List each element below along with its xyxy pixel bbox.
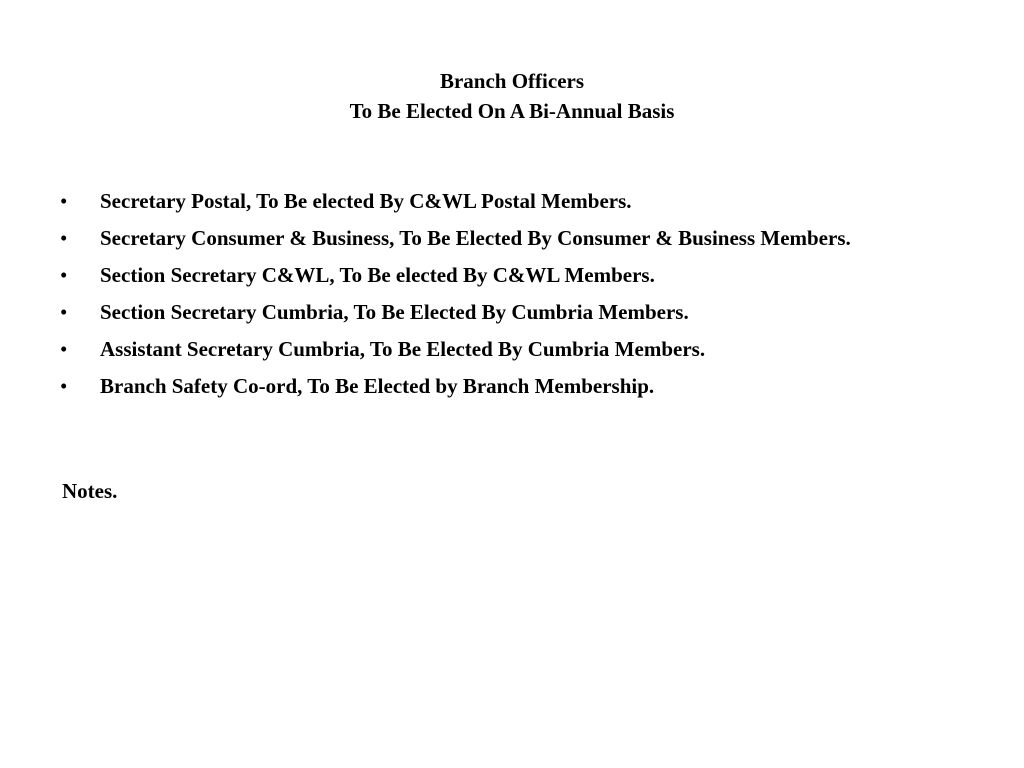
list-item-text: Section Secretary Cumbria, To Be Elected By Cumbria Members. [100, 300, 689, 324]
bullet-icon: • [60, 300, 68, 324]
list-item-text: Section Secretary C&WL, To Be elected By C&WL Members. [100, 263, 655, 287]
list-item [60, 223, 940, 253]
list-item-text: Branch Safety Co-ord, To Be Elected by Branch Membership. [100, 374, 655, 398]
list-item [60, 334, 940, 364]
bullet-icon: • [60, 374, 68, 398]
list-item [60, 297, 940, 327]
bullet-icon: • [60, 263, 68, 287]
list-item [60, 260, 940, 290]
bullet-icon: • [60, 189, 68, 213]
list-item [60, 186, 940, 216]
list-item [60, 371, 940, 401]
bullet-icon: • [60, 337, 68, 361]
list-item-text: Assistant Secretary Cumbria, To Be Elected By Cumbria Members. [100, 337, 706, 361]
list-item-text: Secretary Postal, To Be elected By C&WL Postal Members. [100, 189, 632, 213]
title-line-2: To Be Elected On A Bi-Annual Basis [349, 99, 675, 123]
officer-list [60, 186, 940, 408]
title-line-1: Branch Officers [439, 69, 585, 93]
slide-title [0, 66, 1024, 126]
bullet-icon: • [60, 226, 68, 250]
notes-label: Notes. [62, 479, 118, 503]
list-item-text: Secretary Consumer & Business, To Be Elected By Consumer & Business Members. [100, 226, 851, 250]
